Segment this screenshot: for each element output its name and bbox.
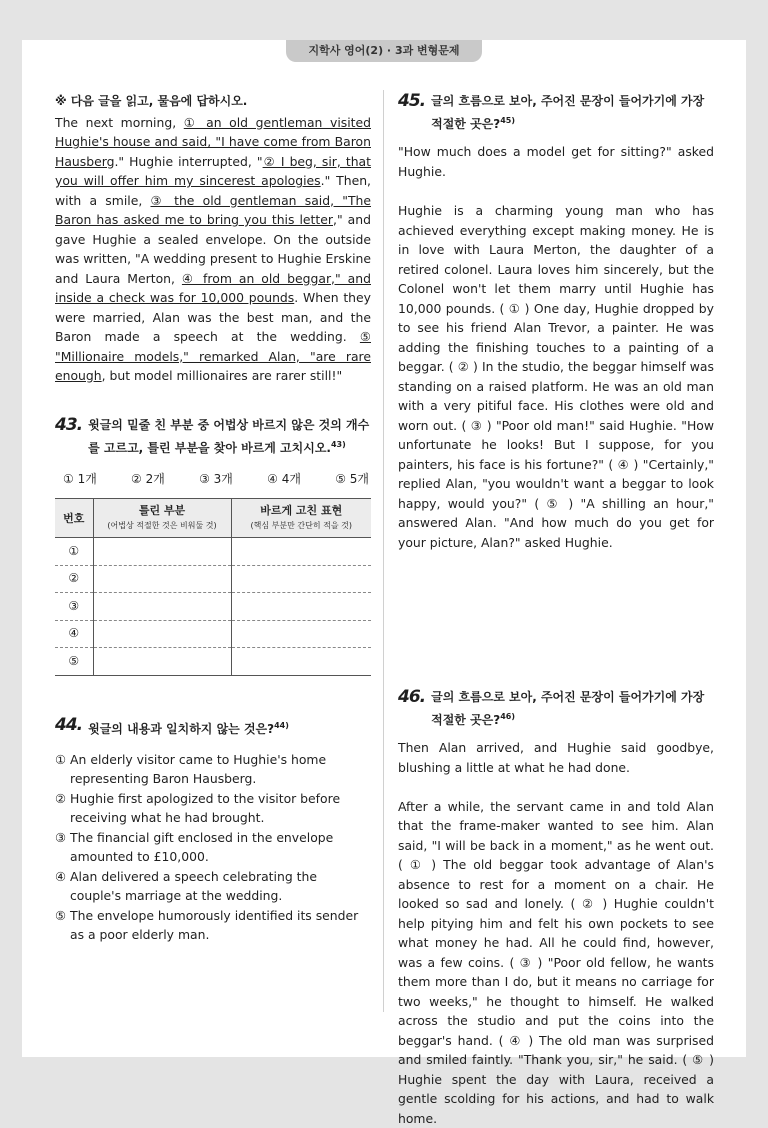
option-1[interactable]: ① An elderly visitor came to Hughie's home representing Baron Hausberg. xyxy=(55,750,371,789)
question-text-body: 글의 흐름으로 보아, 주어진 문장이 들어가기에 가장 적절한 곳은? xyxy=(431,94,704,131)
question-text xyxy=(88,716,289,739)
underlined-part-3: ③ the old gentleman said, "The Baron has asked me to bring you this letter xyxy=(55,193,371,228)
header-sublabel: (어법상 적절한 것은 비워둘 것) xyxy=(96,518,229,533)
row-number: ① xyxy=(55,538,93,566)
row-number: ② xyxy=(55,565,93,593)
given-sentence: Then Alan arrived, and Hughie said goodbye, blushing a little at what he had done. xyxy=(398,738,714,777)
passage-segment: The next morning, xyxy=(55,115,184,130)
footnote-ref: 44) xyxy=(274,721,289,730)
underlined-part-4: ④ from an old beggar," and inside a check was for 10,000 pounds xyxy=(55,271,371,306)
question-46 xyxy=(398,688,714,730)
table-row xyxy=(55,538,371,566)
header-wrong-part xyxy=(93,499,231,538)
row-number: ③ xyxy=(55,593,93,621)
question-text-body: 윗글의 밑줄 친 부분 중 어법상 바르지 않은 것의 개수를 고르고, 틀린 부분을 찾아 바르게 고치시오. xyxy=(88,418,369,455)
underlined-part-5: ⑤ "Millionaire models," remarked Alan, "are rare enough xyxy=(55,329,371,383)
header-sublabel: (핵심 부분만 간단히 적을 것) xyxy=(234,518,370,533)
column-divider xyxy=(383,90,384,1012)
wrong-part-cell[interactable] xyxy=(93,648,231,676)
answer-table xyxy=(55,498,371,676)
table-row xyxy=(55,593,371,621)
right-column xyxy=(398,92,714,1128)
header-label: 틀린 부분 xyxy=(139,504,185,517)
question-number: 44. xyxy=(55,716,82,735)
question-44 xyxy=(55,716,371,739)
table-row xyxy=(55,648,371,676)
page-header: 지학사 영어(2) · 3과 변형문제 xyxy=(286,40,482,62)
row-number: ④ xyxy=(55,620,93,648)
answer-choices xyxy=(63,470,369,490)
option-4[interactable]: ④ Alan delivered a speech celebrating the couple's marriage at the wedding. xyxy=(55,867,371,906)
passage-text: Hughie is a charming young man who has achieved everything except making money. He is in love with Laura Merton, the daughter of a retired colonel. Laura loves him sincerely, but the Colonel won't let them marry until Hughie has 10,000 pounds. ( ① ) One day, Hughie dropped by to see his friend Alan Trevor, a painter. He was adding the finishing touches to a painting of a beggar. ( ② ) In the studio, the beggar himself was standing on a raised platform. He was an old man with a very pitiful face. His clothes were old and worn out. ( ③ ) "Poor old man!" said Hughie. "How unfortunate he looks! But I suppose, for you painters, his face is his fortune?" ( ④ ) "Certainly," replied Alan, "you wouldn't want a beggar to look happy, would you?" ( ⑤ ) "A shilling an hour," answered Alan. "And how much do you get for your picture, Alan?" asked Hughie. xyxy=(398,201,714,552)
table-row xyxy=(55,565,371,593)
option-2[interactable]: ② Hughie first apologized to the visitor before receiving what he had brought. xyxy=(55,789,371,828)
passage-segment: . When they were married, Alan was the best man, and the Baron made a speech at the wedding. xyxy=(55,290,371,344)
correction-cell[interactable] xyxy=(231,593,371,621)
correction-cell[interactable] xyxy=(231,538,371,566)
table-row xyxy=(55,620,371,648)
left-column xyxy=(55,92,371,945)
header-label: 바르게 고친 표현 xyxy=(260,504,342,517)
passage-text xyxy=(55,113,371,386)
wrong-part-cell[interactable] xyxy=(93,538,231,566)
correction-cell[interactable] xyxy=(231,565,371,593)
footnote-ref: 45) xyxy=(500,116,515,125)
question-text xyxy=(431,688,714,730)
passage-segment: ," and gave Hughie a sealed envelope. On the outside was written, "A wedding present to Hughie Erskine and Laura Merton, xyxy=(55,212,371,286)
header-number: 번호 xyxy=(55,499,93,538)
table-header-row xyxy=(55,499,371,538)
passage-segment: ." Hughie interrupted, " xyxy=(114,154,262,169)
choice-5[interactable]: ⑤ 5개 xyxy=(335,470,369,490)
correction-cell[interactable] xyxy=(231,620,371,648)
wrong-part-cell[interactable] xyxy=(93,565,231,593)
question-number: 43. xyxy=(55,416,82,435)
question-text-body: 윗글의 내용과 일치하지 않는 것은? xyxy=(88,722,274,736)
choice-2[interactable]: ② 2개 xyxy=(131,470,165,490)
row-number: ⑤ xyxy=(55,648,93,676)
choice-1[interactable]: ① 1개 xyxy=(63,470,97,490)
question-number: 45. xyxy=(398,92,425,111)
passage-segment: , but model millionaires are rarer still!" xyxy=(102,368,343,383)
correction-cell[interactable] xyxy=(231,648,371,676)
question-text xyxy=(431,92,714,134)
question-45 xyxy=(398,92,714,134)
question-text-body: 글의 흐름으로 보아, 주어진 문장이 들어가기에 가장 적절한 곳은? xyxy=(431,690,704,727)
option-5[interactable]: ⑤ The envelope humorously identified its sender as a poor elderly man. xyxy=(55,906,371,945)
wrong-part-cell[interactable] xyxy=(93,593,231,621)
footnote-ref: 43) xyxy=(331,440,346,449)
question-text xyxy=(88,416,371,458)
question-43 xyxy=(55,416,371,458)
given-sentence: "How much does a model get for sitting?" asked Hughie. xyxy=(398,142,714,181)
footnote-ref: 46) xyxy=(500,712,515,721)
underlined-part-1: ① an old gentleman visited Hughie's house and said, "I have come from Baron Hausberg xyxy=(55,115,371,169)
passage-segment: ." Then, with a smile, xyxy=(55,173,371,208)
question-number: 46. xyxy=(398,688,425,707)
option-3[interactable]: ③ The financial gift enclosed in the envelope amounted to £10,000. xyxy=(55,828,371,867)
underlined-part-2: ② I beg, sir, that you will offer him my sincerest apologies xyxy=(55,154,371,189)
choice-4[interactable]: ④ 4개 xyxy=(267,470,301,490)
wrong-part-cell[interactable] xyxy=(93,620,231,648)
header-correction xyxy=(231,499,371,538)
instruction: ※ 다음 글을 읽고, 물음에 답하시오. xyxy=(55,92,371,112)
passage-text: After a while, the servant came in and told Alan that the frame-maker wanted to see him. Alan said, "I will be back in a moment," as he went out. ( ① ) The old beggar took advantage of Alan's absence to rest for a moment on a chair. He looked so sad and lonely. ( ② ) Hughie couldn't help pitying him and felt his own pockets to see what money he had. All he could find, however, was a few coins. ( ③ ) "Poor old fellow, he wants them more than I do, but it means no carriage for two weeks," he thought to himself. He walked across the studio and put the coins into the beggar's hand. ( ④ ) The old man was surprised and smiled faintly. "Thank you, sir," he said. ( ⑤ ) Hughie spent the day with Laura, received a gentle scolding for his actions, and had to walk home. xyxy=(398,797,714,1128)
option-list xyxy=(55,750,371,945)
choice-3[interactable]: ③ 3개 xyxy=(199,470,233,490)
